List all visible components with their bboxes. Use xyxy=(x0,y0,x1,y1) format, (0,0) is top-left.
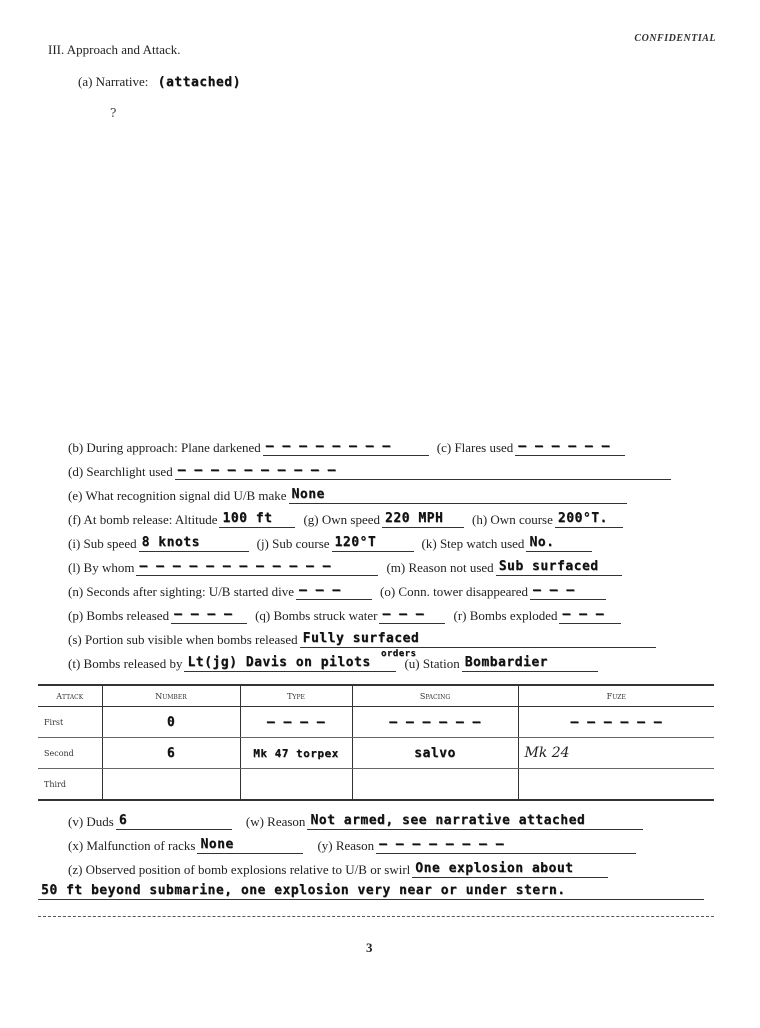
column-header-fuze: Fuze xyxy=(518,685,714,707)
narrative-label: (a) Narrative: xyxy=(78,74,149,89)
column-header-attack: Attack xyxy=(38,685,102,707)
field-b-label: (b) During approach: Plane darkened xyxy=(68,440,261,455)
table-row xyxy=(38,769,714,801)
cell-spacing: salvo xyxy=(352,738,518,769)
row-label: First xyxy=(38,707,102,738)
field-t-text: Lt(jg) Davis on pilots xyxy=(187,655,371,670)
field-t-value xyxy=(184,649,417,672)
classification-marking: CONFIDENTIAL xyxy=(634,33,716,44)
field-q-value: – – – xyxy=(379,607,445,624)
field-l-value: – – – – – – – – – – – – xyxy=(136,559,378,576)
field-n-value: – – – xyxy=(296,583,372,600)
cell-type: Mk 47 torpex xyxy=(240,738,352,769)
field-d-label: (d) Searchlight used xyxy=(68,464,173,479)
field-b-value: – – – – – – – – xyxy=(263,439,429,456)
field-k-value: No. xyxy=(526,535,592,552)
field-row-i-j-k xyxy=(68,532,718,552)
attack-table xyxy=(38,684,714,801)
column-header-type: Type xyxy=(240,685,352,707)
field-z-value-line-1: One explosion about xyxy=(412,861,608,878)
attack-table-header xyxy=(38,685,714,707)
field-m-label: (m) Reason not used xyxy=(386,560,494,575)
field-n-label: (n) Seconds after sighting: U/B started dive xyxy=(68,584,295,599)
cell-number xyxy=(102,769,240,801)
field-s-value: Fully surfaced xyxy=(300,631,656,648)
field-o-label: (o) Conn. tower disappeared xyxy=(380,584,529,599)
dashed-divider xyxy=(38,916,714,917)
cell-spacing xyxy=(352,769,518,801)
field-y-value: – – – – – – – – xyxy=(376,837,636,854)
field-k-label: (k) Step watch used xyxy=(421,536,525,551)
field-w-label: (w) Reason xyxy=(245,814,306,829)
field-row-t-u xyxy=(68,649,718,672)
field-row-d xyxy=(68,460,718,480)
field-row-f-g-h xyxy=(68,508,718,528)
row-label: Second xyxy=(38,738,102,769)
field-row-z-continued xyxy=(38,880,714,900)
field-f-label: (f) At bomb release: Altitude xyxy=(68,512,218,527)
field-h-value: 200°T. xyxy=(555,511,623,528)
cell-type: – – – – xyxy=(240,707,352,738)
field-row-l-m xyxy=(68,556,718,576)
narrative-value: (attached) xyxy=(157,75,241,90)
field-p-label: (p) Bombs released xyxy=(68,608,170,623)
field-r-value: – – – xyxy=(559,607,621,624)
page-number: 3 xyxy=(366,940,373,955)
cell-fuze: – – – – – – xyxy=(518,707,714,738)
field-l-label: (l) By whom xyxy=(68,560,135,575)
field-row-v-w xyxy=(68,810,718,830)
field-row-b-c xyxy=(68,436,718,456)
column-header-spacing: Spacing xyxy=(352,685,518,707)
field-z-label: (z) Observed position of bomb explosions relative to U/B or swirl xyxy=(68,862,411,877)
field-r-label: (r) Bombs exploded xyxy=(453,608,558,623)
cell-fuze xyxy=(518,769,714,801)
cell-spacing: – – – – – – xyxy=(352,707,518,738)
field-d-value: – – – – – – – – – – xyxy=(175,463,671,480)
field-row-z xyxy=(68,858,718,878)
field-t-label: (t) Bombs released by xyxy=(68,656,183,671)
field-t-overtype: orders xyxy=(380,649,417,659)
field-c-label: (c) Flares used xyxy=(436,440,514,455)
field-h-label: (h) Own course xyxy=(472,512,553,527)
field-row-e xyxy=(68,484,718,504)
narrative-field xyxy=(78,74,241,90)
field-s-label: (s) Portion sub visible when bombs released xyxy=(68,632,298,647)
field-row-p-q-r xyxy=(68,604,718,624)
stray-mark: ? xyxy=(110,106,117,120)
field-g-label: (g) Own speed xyxy=(303,512,381,527)
field-z-value-line-2: 50 ft beyond submarine, one explosion very near or under stern. xyxy=(38,883,704,900)
row-label: Third xyxy=(38,769,102,801)
field-m-value: Sub surfaced xyxy=(496,559,622,576)
field-x-value: None xyxy=(197,837,303,854)
field-p-value: – – – – xyxy=(171,607,247,624)
field-o-value: – – – xyxy=(530,583,606,600)
field-f-value: 100 ft xyxy=(219,511,295,528)
field-u-label: (u) Station xyxy=(404,656,460,671)
field-c-value: – – – – – – xyxy=(515,439,625,456)
field-row-x-y xyxy=(68,834,718,854)
cell-number: 0 xyxy=(102,707,240,738)
field-v-value: 6 xyxy=(116,813,232,830)
field-e-label: (e) What recognition signal did U/B make xyxy=(68,488,287,503)
column-header-number: Number xyxy=(102,685,240,707)
field-i-value: 8 knots xyxy=(139,535,249,552)
cell-type xyxy=(240,769,352,801)
field-j-value: 120°T xyxy=(332,535,414,552)
field-q-label: (q) Bombs struck water xyxy=(255,608,378,623)
section-title: III. Approach and Attack. xyxy=(48,42,181,57)
field-g-value: 220 MPH xyxy=(382,511,464,528)
field-v-label: (v) Duds xyxy=(68,814,114,829)
table-row xyxy=(38,738,714,769)
field-w-value: Not armed, see narrative attached xyxy=(307,813,643,830)
field-j-label: (j) Sub course xyxy=(256,536,330,551)
field-y-label: (y) Reason xyxy=(317,838,375,853)
field-i-label: (i) Sub speed xyxy=(68,536,137,551)
table-row xyxy=(38,707,714,738)
field-u-value: Bombardier xyxy=(462,655,598,672)
field-x-label: (x) Malfunction of racks xyxy=(68,838,196,853)
field-row-s xyxy=(68,628,718,648)
field-row-n-o xyxy=(68,580,718,600)
field-e-value: None xyxy=(289,487,627,504)
cell-fuze: Mk 24 xyxy=(518,738,714,769)
cell-number: 6 xyxy=(102,738,240,769)
